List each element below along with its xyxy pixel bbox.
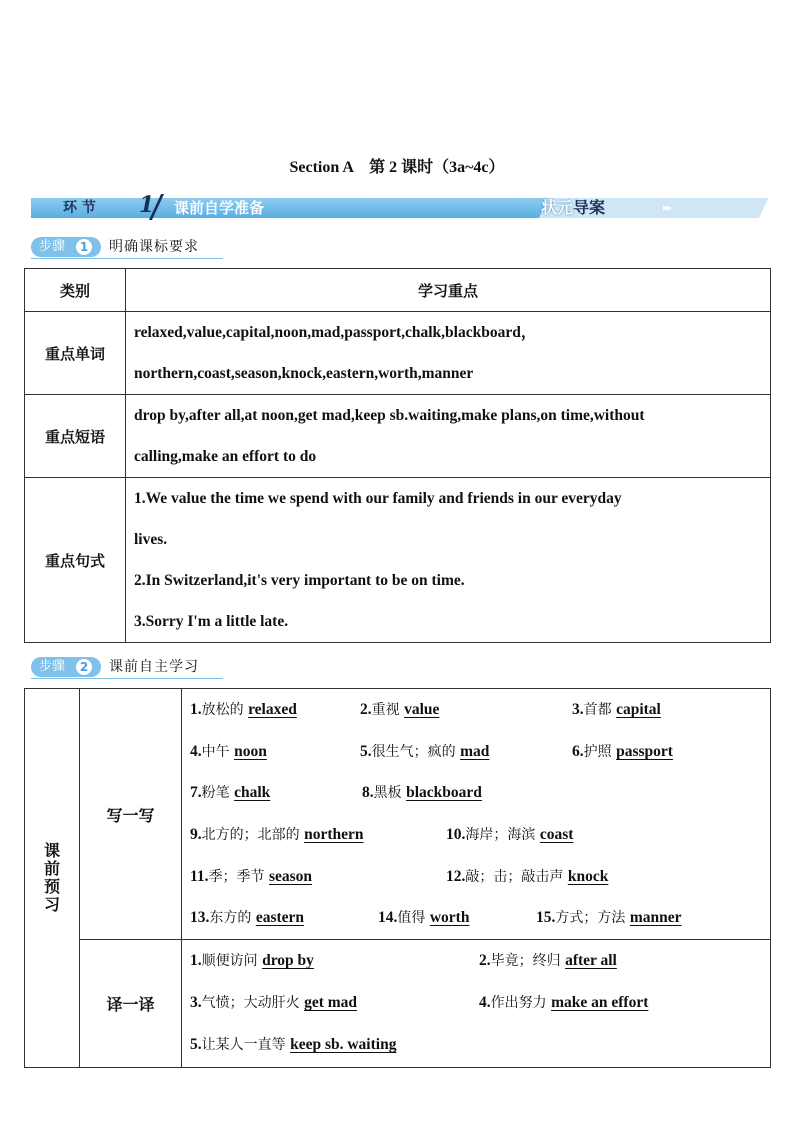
exercise-item [446, 866, 614, 886]
item-number: 5. [190, 1036, 202, 1053]
table1-header-category: 类别 [25, 269, 126, 312]
item-number: 8. [362, 784, 374, 801]
write-label: 写一写 [80, 689, 182, 940]
write-items [182, 689, 771, 940]
banner-segment-title: 课前自学准备 [174, 199, 265, 217]
item-prompt: 粉笔 [201, 785, 235, 801]
table-row [25, 312, 771, 395]
table-row [25, 478, 771, 643]
exercise-item [446, 824, 579, 844]
content-line: relaxed,value,capital,noon,mad,passport,chalk,blackboard， [134, 324, 537, 341]
item-prompt: 重视 [371, 702, 405, 718]
item-prompt: 海岸；海滨 [465, 827, 540, 843]
item-prompt: 黑板 [373, 785, 407, 801]
content-line: drop by,after all,at noon,get mad,keep sb.waiting,make plans,on time,without [134, 407, 645, 424]
exercise-item [190, 782, 276, 802]
item-answer: after all [565, 952, 617, 969]
step1-pill: 步骤 [31, 237, 101, 257]
exercise-item [190, 699, 303, 719]
exercise-item [190, 741, 273, 761]
side-label-text: 课前预习 [43, 841, 60, 914]
table-row [25, 395, 771, 478]
item-number: 15. [536, 909, 556, 926]
content-line: 1.We value the time we spend with our family and friends in our everyday [134, 490, 622, 507]
item-prompt: 首都 [583, 702, 617, 718]
item-number: 7. [190, 784, 202, 801]
item-number: 11. [190, 868, 209, 885]
item-prompt: 顺便访问 [201, 953, 263, 969]
section-banner [31, 192, 759, 220]
item-prompt: 东方的 [209, 910, 256, 926]
item-answer: knock [567, 868, 609, 885]
exercise-item [360, 741, 495, 761]
item-answer: value [404, 701, 440, 718]
item-answer: coast [539, 826, 574, 843]
item-number: 10. [446, 826, 466, 843]
item-number: 2. [479, 952, 491, 969]
item-answer: eastern [255, 909, 305, 926]
content-line: calling,make an effort to do [134, 448, 317, 465]
item-number: 3. [572, 701, 584, 718]
item-answer: worth [429, 909, 470, 926]
key-points-table [24, 268, 771, 643]
content-line: 2.In Switzerland,it's very important to be on time. [134, 572, 465, 589]
double-arrow-icon: ▸▸ [663, 201, 671, 214]
row-content [126, 395, 771, 478]
item-number: 4. [479, 994, 491, 1011]
content-line: lives. [134, 531, 168, 548]
banner-segment-label: 环 节 [63, 200, 96, 216]
item-number: 2. [360, 701, 372, 718]
item-answer: northern [304, 826, 364, 843]
step2-pill: 步骤 [31, 657, 101, 677]
page-title: Section A 第 2 课时（3a~4c） [289, 159, 505, 176]
item-answer: relaxed [248, 701, 297, 718]
row-category: 重点单词 [25, 312, 126, 395]
exercise-item [572, 699, 667, 719]
step2-number: 2 [76, 659, 92, 675]
step2-label: 课前自主学习 [109, 659, 199, 675]
item-number: 5. [360, 743, 372, 760]
exercise-item [479, 992, 654, 1012]
item-number: 6. [572, 743, 584, 760]
item-prompt: 很生气；疯的 [371, 744, 461, 760]
item-number: 12. [446, 868, 466, 885]
exercise-item [190, 992, 363, 1012]
banner-brand [541, 197, 605, 219]
item-prompt: 值得 [397, 910, 430, 926]
content-line: 3.Sorry I'm a little late. [134, 613, 289, 630]
preview-table [24, 688, 771, 1068]
item-number: 14. [378, 909, 398, 926]
item-answer: noon [234, 743, 267, 760]
item-prompt: 敲；击；敲击声 [465, 869, 568, 885]
content-line: northern,coast,season,knock,eastern,worth,manner [134, 365, 474, 382]
item-prompt: 作出努力 [490, 995, 552, 1011]
exercise-item [190, 866, 318, 886]
step2-underline [31, 678, 223, 679]
item-prompt: 季；季节 [208, 869, 269, 885]
preview-side-label [25, 689, 80, 1068]
item-answer: manner [629, 909, 682, 926]
item-number: 1. [190, 701, 202, 718]
item-answer: passport [616, 743, 673, 760]
item-answer: keep sb. waiting [290, 1036, 397, 1053]
row-content [126, 312, 771, 395]
table1-header-points: 学习重点 [126, 269, 771, 312]
item-answer: make an effort [551, 994, 649, 1011]
item-prompt: 方式；方法 [555, 910, 630, 926]
brand-part2: 导案 [573, 198, 606, 217]
item-answer: drop by [262, 952, 314, 969]
item-prompt: 放松的 [201, 702, 249, 718]
exercise-item [190, 950, 320, 970]
item-prompt: 中午 [201, 744, 235, 760]
row-category: 重点短语 [25, 395, 126, 478]
item-number: 1. [190, 952, 202, 969]
item-number: 13. [190, 909, 210, 926]
item-answer: chalk [234, 784, 271, 801]
translate-label: 译一译 [80, 940, 182, 1068]
exercise-item [190, 824, 370, 844]
item-answer: capital [616, 701, 661, 718]
translate-items [182, 940, 771, 1068]
item-answer: get mad [304, 994, 358, 1011]
item-prompt: 让某人一直等 [201, 1037, 291, 1053]
exercise-item [362, 782, 488, 802]
item-answer: blackboard [406, 784, 482, 801]
exercise-item [360, 699, 445, 719]
exercise-item [378, 907, 475, 927]
exercise-item [479, 950, 623, 970]
exercise-item [190, 907, 310, 927]
row-category: 重点句式 [25, 478, 126, 643]
item-prompt: 毕竟；终归 [490, 953, 566, 969]
brand-part1: 状元 [541, 198, 574, 217]
item-prompt: 北方的；北部的 [201, 827, 305, 843]
item-prompt: 气愤；大动肝火 [201, 995, 305, 1011]
banner-segment-number: 1 [139, 192, 155, 218]
item-answer: season [268, 868, 313, 885]
item-number: 4. [190, 743, 202, 760]
step1-label: 明确课标要求 [109, 239, 199, 255]
item-number: 9. [190, 826, 202, 843]
item-answer: mad [460, 743, 490, 760]
exercise-item [572, 741, 679, 761]
item-number: 3. [190, 994, 202, 1011]
exercise-item [190, 1034, 402, 1054]
item-prompt: 护照 [583, 744, 617, 760]
step1-number: 1 [76, 239, 92, 255]
exercise-item [536, 907, 688, 927]
step1-underline [31, 258, 223, 259]
row-content [126, 478, 771, 643]
